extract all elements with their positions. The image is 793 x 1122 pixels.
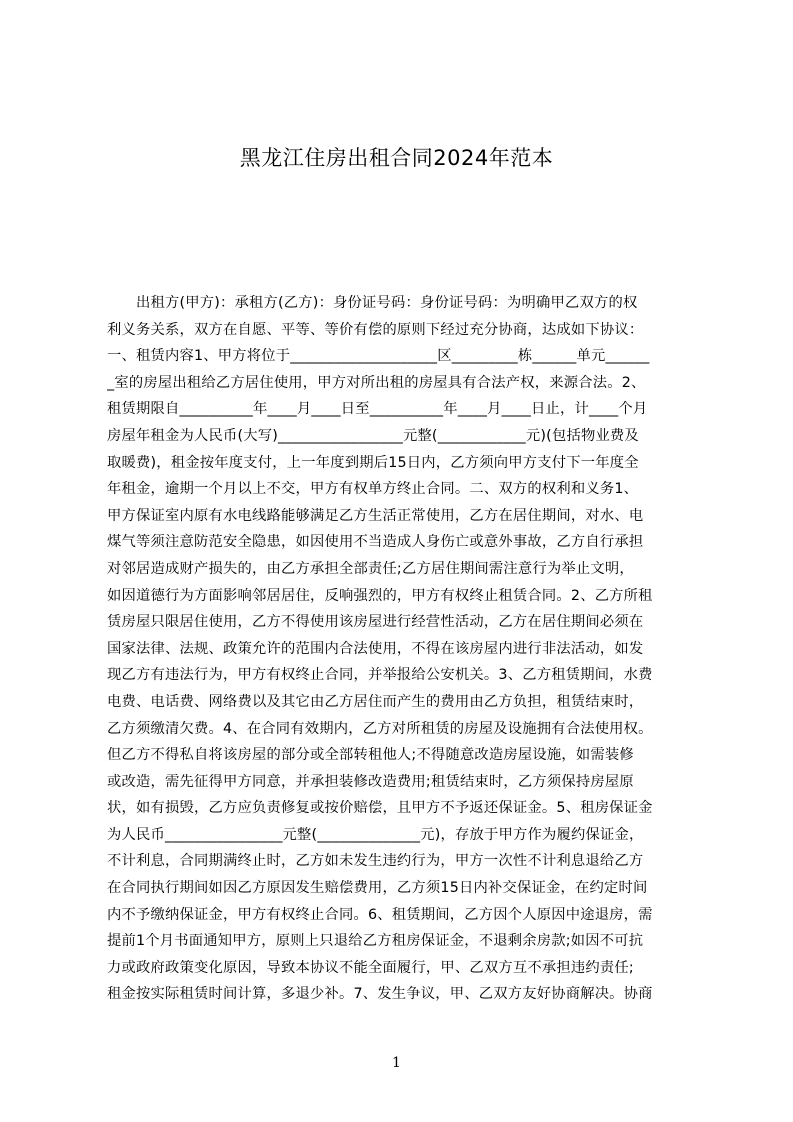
body-line: 现乙方有违法行为，甲方有权终止合同，并举报给公安机关。3、乙方租赁期间，水费 [107,667,653,684]
body-line: 为人民币________________元整(______________元)，存放于甲方作为履约保证金， [107,826,644,843]
body-line: 取暖费)，租金按年度支付，上一年度到期后15日内，乙方须向甲方支付下一年度全 [107,454,639,471]
body-line: 不计利息，合同期满终止时，乙方如未发生违约行为，甲方一次性不计利息退给乙方 [107,853,644,870]
body-line: 一、租赁内容1、甲方将位于____________________区_________栋______单元______ [107,348,650,365]
body-line: 力或政府政策变化原因，导致本协议不能全面履行，甲、乙双方互不承担违约责任; [107,959,634,976]
body-line: _室的房屋出租给乙方居住使用，甲方对所出租的房屋具有合法产权，来源合法。2、 [107,374,646,391]
body-line: 状，如有损毁，乙方应负责修复或按价赔偿，且甲方不予返还保证金。5、租房保证金 [107,800,653,817]
body-line: 甲方保证室内原有水电线路能够满足乙方生活正常使用，乙方在居住期间，对水、电 [107,507,644,524]
body-line: 房屋年租金为人民币(大写)_________________元整(____________元)(包括物业费及 [107,427,639,444]
body-line: 提前1个月书面通知甲方，原则上只退给乙方租房保证金，不退剩余房款;如因不可抗 [107,933,644,950]
body-line: 煤气等须注意防范安全隐患，如因使用不当造成人身伤亡或意外事故，乙方自行承担 [107,534,644,551]
document-title: 黑龙江住房出租合同2024年范本 [239,146,554,170]
body-line: 出租方(甲方)：承租方(乙方)：身份证号码：身份证号码：为明确甲乙双方的权 [107,295,638,311]
contract-body [107,290,697,1008]
body-line: 利义务关系，双方在自愿、平等、等价有偿的原则下经过充分协商，达成如下协议： [107,321,644,338]
body-line: 但乙方不得私自将该房屋的部分或全部转租他人;不得随意改造房屋设施，如需装修 [107,747,634,764]
body-line: 赁房屋只限居住使用，乙方不得使用该房屋进行经营性活动，乙方在居住期间必须在 [107,614,644,631]
body-line: 国家法律、法规、政策允许的范围内合法使用，不得在该房屋内进行非法活动，如发 [107,640,644,657]
body-line: 乙方须缴清欠费。4、在合同有效期内，乙方对所租赁的房屋及设施拥有合法使用权。 [107,720,653,737]
body-line: 租赁期限自__________年____月____日至__________年____月____日止，计____个月 [107,401,648,418]
body-line: 年租金，逾期一个月以上不交，甲方有权单方终止合同。二、双方的权利和义务1、 [107,481,639,498]
body-line: 租金按实际租赁时间计算，多退少补。7、发生争议，甲、乙双方友好协商解决。协商 [107,986,653,1003]
body-line: 内不予缴纳保证金，甲方有权终止合同。6、租赁期间，乙方因个人原因中途退房，需 [107,906,653,923]
page-number: 1 [392,1055,401,1071]
body-line: 或改造，需先征得甲方同意，并承担装修改造费用;租赁结束时，乙方须保持房屋原 [107,773,634,790]
body-line: 在合同执行期间如因乙方原因发生赔偿费用，乙方须15日内补交保证金，在约定时间 [107,880,648,897]
body-line: 对邻居造成财产损失的，由乙方承担全部责任;乙方居住期间需注意行为举止文明， [107,560,634,577]
body-line: 电费、电话费、网络费以及其它由乙方居住而产生的费用由乙方负担，租赁结束时， [107,693,644,710]
body-line: 如因道德行为方面影响邻居居住，反响强烈的，甲方有权终止租赁合同。2、乙方所租 [107,587,653,604]
